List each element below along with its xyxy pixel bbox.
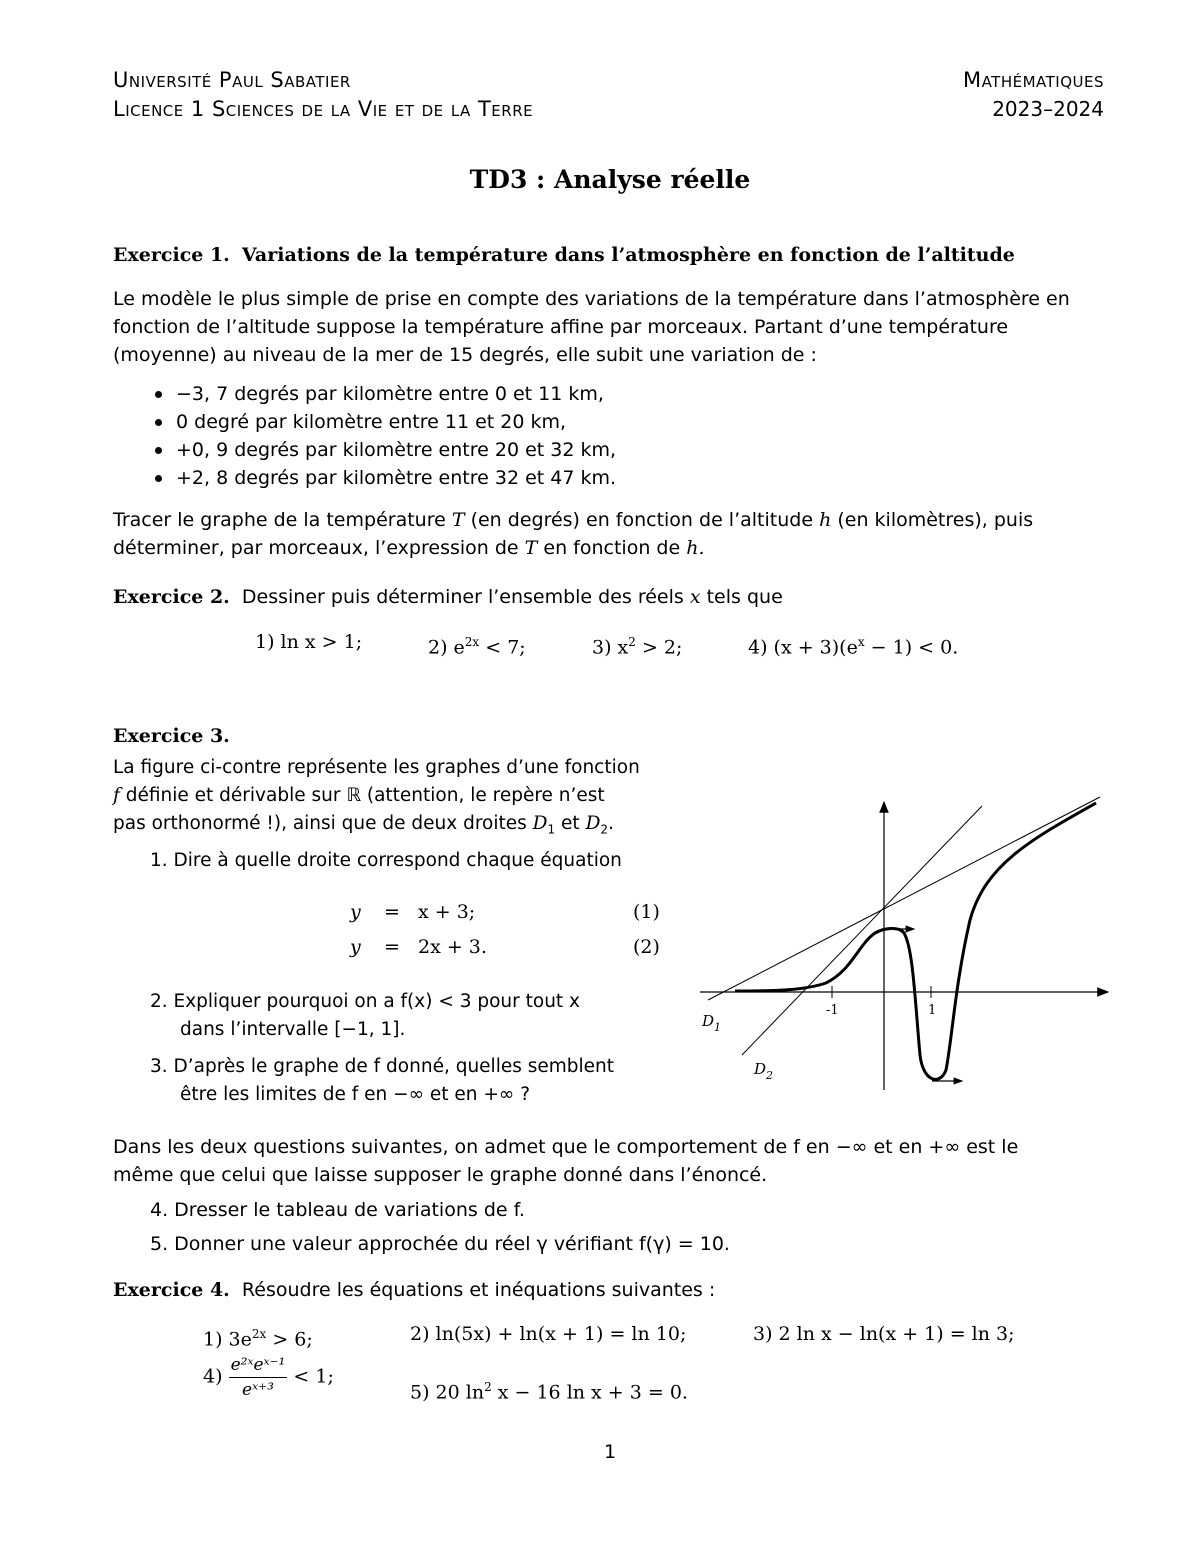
ex1-list-item: +2, 8 degrés par kilomètre entre 32 et 47 km. [155,464,616,492]
ex2-equation-3: 3) $x^2 > 2$; [592,635,683,659]
ex3-question-4: 4. Dresser le tableau de variations de f. [150,1199,525,1221]
ex3-intro-line-3: pas orthonormé !), ainsi que de deux droites $D_1$ et $D_2$. [113,813,614,837]
subject-name: Mathématiques [962,68,1104,92]
eq2-equals: = [384,936,400,958]
ex1-list-item: 0 degré par kilomètre entre 11 et 20 km, [155,408,566,436]
exercise-1-heading [113,241,1015,269]
function-graph-figure [690,790,1120,1100]
page-title: TD3 : Analyse réelle [469,165,751,194]
line-d1 [708,797,1100,1000]
eq2-number: (2) [633,936,660,958]
bullet-icon [155,391,162,398]
ex3-question-1: 1. Dire à quelle droite correspond chaque équation [150,850,622,871]
ex1-paragraph-line-3: (moyenne) au niveau de la mer de 15 degrés, elle subit une variation de : [113,344,817,366]
ex3-paragraph-line-2: même que celui que laisse supposer le graphe donné dans l’énoncé. [113,1164,768,1186]
ex1-paragraph-line-2: fonction de l’altitude suppose la température affine par morceaux. Partant d’une température [113,316,1009,338]
ex2-equation-2: 2) $e^{2x} < 7$; [428,635,526,659]
exercise-1-title: Variations de la température dans l’atmosphère en fonction de l’altitude [241,244,1015,266]
page-number: 1 [603,1441,617,1463]
label-d2: $D_2$ [754,1060,774,1082]
tick-label-pos-one: 1 [928,1003,937,1018]
ex3-intro-line-2: f définie et dérivable sur ℝ (attention, le repère n’est [113,785,605,806]
ex3-question-2-line-2: dans l’intervalle [−1, 1]. [180,1019,406,1040]
academic-year: 2023–2024 [992,97,1104,121]
ex3-intro-line-1: La figure ci-contre représente les graphes d’une fonction [113,757,640,778]
university-name: Université Paul Sabatier [113,68,351,92]
ex4-equation-5: 5) 20 $\ln^2 x - 16$ ln x + 3 = 0. [410,1380,688,1404]
ex4-fraction: $\frac{\text{e²ˣeˣ⁻¹}}{\text{eˣ⁺³}}$ [230,1355,286,1400]
ex3-question-2-line-1: 2. Expliquer pourquoi on a f(x) < 3 pour tout x [150,991,581,1012]
bullet-icon [155,447,162,454]
ex2-equation-1: 1) ln x > 1; [255,631,363,653]
eq1-lhs: y [350,901,361,923]
bullet-icon [155,475,162,482]
ex3-question-3-line-1: 3. D’après le graphe de f donné, quelles semblent [150,1056,615,1077]
ex4-equation-2: 2) ln(5x) + ln(x + 1) = ln 10; [410,1323,687,1345]
ex1-paragraph-line-1: Le modèle le plus simple de prise en compte des variations de la température dans l’atmosphère en [113,288,1070,310]
licence-name: Licence 1 Sciences de la Vie et de la Terre [113,97,534,121]
curve-f [735,803,1096,1079]
ex3-question-3-line-2: être les limites de f en −∞ et en +∞ ? [180,1084,531,1105]
exercise-2-intro: Exercice 2. Dessiner puis déterminer l’ensemble des réels x tels que [113,586,783,608]
bullet-icon [155,419,162,426]
ex4-equation-1: 1) $3e^{2x} > 6$; [203,1327,313,1351]
eq1-rhs: x + 3; [418,901,476,923]
ex1-instruction-line-2: déterminer, par morceaux, l’expression de T en fonction de h. [113,537,705,559]
eq1-equals: = [384,901,400,923]
ex1-list-item: +0, 9 degrés par kilomètre entre 20 et 32 km, [155,436,616,464]
label-d1: $D_1$ [702,1012,722,1034]
exercise-2-label: Exercice 2. [113,586,230,608]
eq2-rhs: 2x + 3. [418,936,487,958]
eq2-lhs: y [350,936,361,958]
ex3-paragraph-line-1: Dans les deux questions suivantes, on admet que le comportement de f en −∞ et en +∞ est le [113,1136,1019,1158]
ex1-instruction-line-1: Tracer le graphe de la température T (en degrés) en fonction de l’altitude h (en kilomètres), puis [113,509,1034,531]
ex4-equation-3: 3) 2 ln x − ln(x + 1) = ln 3; [753,1323,1015,1345]
exercise-4-label: Exercice 4. [113,1279,230,1301]
ex2-equation-4: 4) $(x + 3)(e^x - 1) < 0$. [748,635,959,659]
line-d2 [742,806,982,1055]
exercise-4-intro: Exercice 4. Résoudre les équations et inéquations suivantes : [113,1279,716,1301]
exercise-3-label: Exercice 3. [113,725,230,747]
ex4-equation-4: 4) $\frac{\text{e²ˣeˣ⁻¹}}{\text{eˣ⁺³}}$ < 1; [203,1355,334,1400]
exercise-1-label: Exercice 1. [113,244,230,266]
eq1-number: (1) [633,901,660,923]
tick-label-neg-one: -1 [826,1003,839,1018]
ex1-list-item: −3, 7 degrés par kilomètre entre 0 et 11 km, [155,380,604,408]
ex3-question-5: 5. Donner une valeur approchée du réel γ vérifiant f(γ) = 10. [150,1233,730,1255]
